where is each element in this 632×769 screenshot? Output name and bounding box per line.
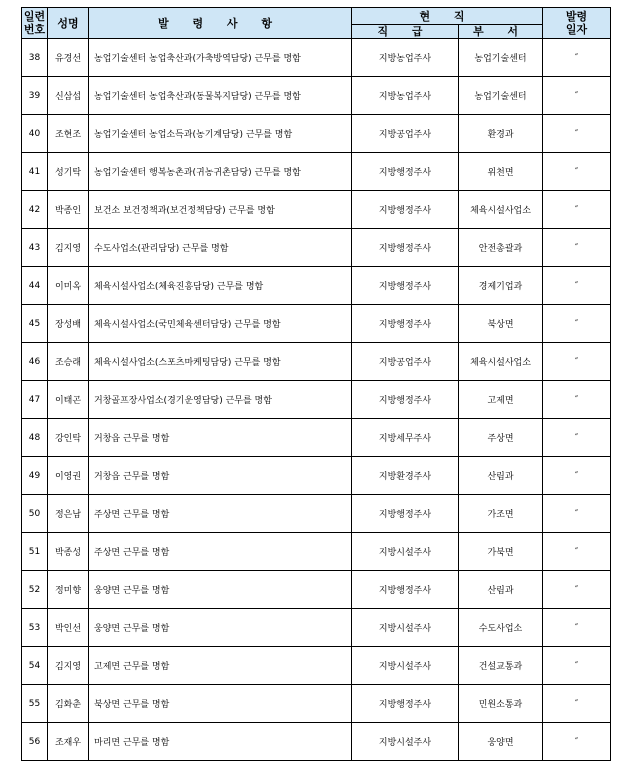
cell-order: 웅양면 근무를 명함 (89, 571, 352, 609)
cell-rank: 지방공업주사 (352, 343, 459, 381)
cell-dept: 안전총괄과 (459, 229, 543, 267)
cell-order: 수도사업소(관리담당) 근무를 명함 (89, 229, 352, 267)
cell-dept: 민원소통과 (459, 685, 543, 723)
cell-no: 39 (22, 77, 48, 115)
cell-order: 농업기술센터 농업축산과(동물복지담당) 근무를 명함 (89, 77, 352, 115)
cell-date: ″ (543, 153, 611, 191)
cell-no: 47 (22, 381, 48, 419)
cell-date: ″ (543, 77, 611, 115)
cell-name: 조승래 (48, 343, 89, 381)
cell-rank: 지방시설주사 (352, 647, 459, 685)
cell-name: 박인선 (48, 609, 89, 647)
personnel-order-table (21, 7, 611, 761)
cell-order: 웅양면 근무를 명함 (89, 609, 352, 647)
cell-date: ″ (543, 229, 611, 267)
cell-date: ″ (543, 267, 611, 305)
table-row (22, 115, 611, 153)
cell-dept: 건설교통과 (459, 647, 543, 685)
cell-date: ″ (543, 381, 611, 419)
cell-order: 보건소 보건정책과(보건정책담당) 근무를 명함 (89, 191, 352, 229)
table-row (22, 571, 611, 609)
cell-no: 46 (22, 343, 48, 381)
cell-name: 조현조 (48, 115, 89, 153)
table-row (22, 305, 611, 343)
header-order: 발 령 사 항 (89, 8, 352, 39)
cell-name: 신삼섭 (48, 77, 89, 115)
table-row (22, 229, 611, 267)
cell-dept: 환경과 (459, 115, 543, 153)
cell-dept: 웅양면 (459, 723, 543, 761)
cell-date: ″ (543, 457, 611, 495)
table-row (22, 381, 611, 419)
cell-date: ″ (543, 419, 611, 457)
table-body (22, 39, 611, 761)
table-row (22, 267, 611, 305)
cell-name: 이영권 (48, 457, 89, 495)
cell-no: 51 (22, 533, 48, 571)
cell-name: 박종인 (48, 191, 89, 229)
table-row (22, 153, 611, 191)
cell-order: 농업기술센터 농업소득과(농기계담당) 근무를 명함 (89, 115, 352, 153)
cell-name: 김지영 (48, 229, 89, 267)
cell-rank: 지방행정주사 (352, 267, 459, 305)
cell-dept: 체육시설사업소 (459, 191, 543, 229)
cell-date: ″ (543, 609, 611, 647)
cell-order: 고제면 근무를 명함 (89, 647, 352, 685)
cell-dept: 가북면 (459, 533, 543, 571)
cell-rank: 지방농업주사 (352, 39, 459, 77)
table-row (22, 191, 611, 229)
cell-rank: 지방행정주사 (352, 571, 459, 609)
header-current: 현 직 (352, 8, 543, 25)
cell-name: 김지영 (48, 647, 89, 685)
cell-dept: 산림과 (459, 457, 543, 495)
cell-no: 53 (22, 609, 48, 647)
cell-no: 56 (22, 723, 48, 761)
cell-rank: 지방행정주사 (352, 495, 459, 533)
cell-no: 52 (22, 571, 48, 609)
cell-order: 체육시설사업소(체육진흥담당) 근무를 명함 (89, 267, 352, 305)
cell-rank: 지방환경주사 (352, 457, 459, 495)
cell-no: 54 (22, 647, 48, 685)
cell-rank: 지방행정주사 (352, 191, 459, 229)
cell-no: 48 (22, 419, 48, 457)
table-row (22, 39, 611, 77)
cell-name: 박종성 (48, 533, 89, 571)
cell-name: 김화춘 (48, 685, 89, 723)
cell-name: 이태곤 (48, 381, 89, 419)
table-row (22, 685, 611, 723)
cell-order: 주상면 근무를 명함 (89, 495, 352, 533)
cell-no: 42 (22, 191, 48, 229)
table-row (22, 609, 611, 647)
cell-order: 거창읍 근무를 명함 (89, 457, 352, 495)
cell-date: ″ (543, 533, 611, 571)
cell-date: ″ (543, 343, 611, 381)
cell-dept: 위천면 (459, 153, 543, 191)
cell-date: ″ (543, 115, 611, 153)
cell-order: 마리면 근무를 명함 (89, 723, 352, 761)
cell-dept: 농업기술센터 (459, 39, 543, 77)
cell-rank: 지방시설주사 (352, 723, 459, 761)
cell-date: ″ (543, 191, 611, 229)
cell-no: 38 (22, 39, 48, 77)
cell-date: ″ (543, 647, 611, 685)
cell-date: ″ (543, 305, 611, 343)
cell-order: 북상면 근무를 명함 (89, 685, 352, 723)
cell-name: 정은남 (48, 495, 89, 533)
cell-dept: 수도사업소 (459, 609, 543, 647)
cell-no: 50 (22, 495, 48, 533)
cell-dept: 농업기술센터 (459, 77, 543, 115)
header-dept: 부 서 (459, 25, 543, 39)
cell-name: 강인탁 (48, 419, 89, 457)
cell-no: 55 (22, 685, 48, 723)
cell-name: 이미옥 (48, 267, 89, 305)
cell-date: ″ (543, 723, 611, 761)
cell-order: 체육시설사업소(국민체육센터담당) 근무를 명함 (89, 305, 352, 343)
cell-dept: 체육시설사업소 (459, 343, 543, 381)
cell-rank: 지방시설주사 (352, 609, 459, 647)
cell-rank: 지방행정주사 (352, 381, 459, 419)
cell-name: 장성배 (48, 305, 89, 343)
cell-no: 44 (22, 267, 48, 305)
cell-dept: 고제면 (459, 381, 543, 419)
table-row (22, 533, 611, 571)
cell-order: 거창읍 근무를 명함 (89, 419, 352, 457)
cell-rank: 지방세무주사 (352, 419, 459, 457)
cell-name: 성기탁 (48, 153, 89, 191)
cell-order: 농업기술센터 농업축산과(가축방역담당) 근무를 명함 (89, 39, 352, 77)
cell-rank: 지방농업주사 (352, 77, 459, 115)
header-seq: 일련 번호 (22, 8, 48, 39)
cell-date: ″ (543, 39, 611, 77)
cell-name: 정미향 (48, 571, 89, 609)
cell-rank: 지방행정주사 (352, 685, 459, 723)
cell-date: ″ (543, 571, 611, 609)
cell-no: 40 (22, 115, 48, 153)
table-row (22, 457, 611, 495)
cell-order: 농업기술센터 행복농촌과(귀농귀촌담당) 근무를 명함 (89, 153, 352, 191)
cell-dept: 가조면 (459, 495, 543, 533)
table-row (22, 723, 611, 761)
cell-date: ″ (543, 495, 611, 533)
cell-dept: 주상면 (459, 419, 543, 457)
table-row (22, 77, 611, 115)
header-date: 발령 일자 (543, 8, 611, 39)
cell-no: 41 (22, 153, 48, 191)
cell-dept: 산림과 (459, 571, 543, 609)
cell-no: 43 (22, 229, 48, 267)
cell-date: ″ (543, 685, 611, 723)
cell-dept: 경제기업과 (459, 267, 543, 305)
header-rank: 직 급 (352, 25, 459, 39)
header-row-1 (22, 8, 611, 25)
table-row (22, 343, 611, 381)
header-name: 성명 (48, 8, 89, 39)
cell-name: 유경선 (48, 39, 89, 77)
cell-rank: 지방공업주사 (352, 115, 459, 153)
cell-rank: 지방행정주사 (352, 153, 459, 191)
cell-rank: 지방행정주사 (352, 305, 459, 343)
cell-order: 거창골프장사업소(경기운영담당) 근무를 명함 (89, 381, 352, 419)
cell-name: 조재우 (48, 723, 89, 761)
cell-rank: 지방시설주사 (352, 533, 459, 571)
cell-rank: 지방행정주사 (352, 229, 459, 267)
table-row (22, 495, 611, 533)
cell-dept: 북상면 (459, 305, 543, 343)
cell-order: 체육시설사업소(스포츠마케팅담당) 근무를 명함 (89, 343, 352, 381)
cell-no: 45 (22, 305, 48, 343)
table-row (22, 419, 611, 457)
table-row (22, 647, 611, 685)
cell-no: 49 (22, 457, 48, 495)
cell-order: 주상면 근무를 명함 (89, 533, 352, 571)
